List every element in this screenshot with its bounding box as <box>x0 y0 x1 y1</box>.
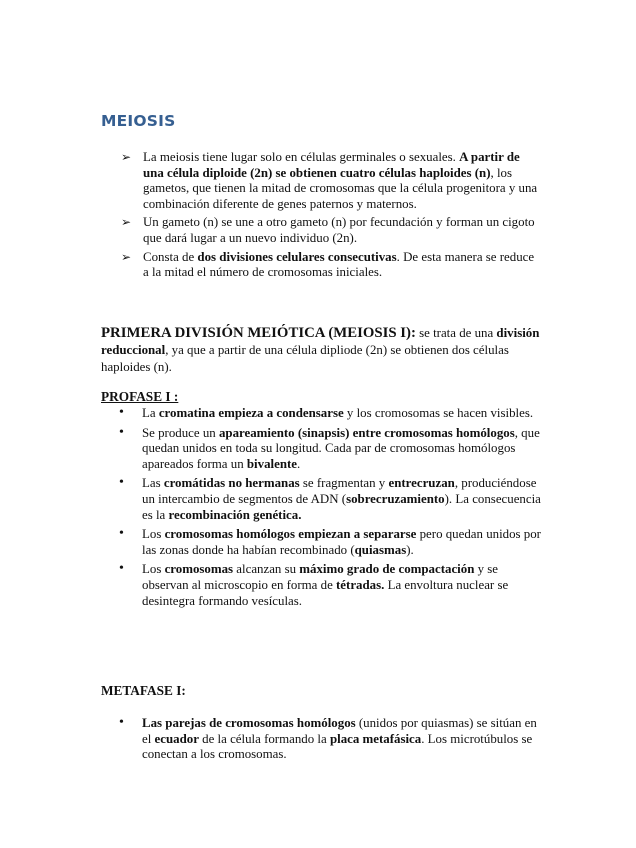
dot-bullet-icon: • <box>119 405 124 420</box>
dot-bullet-icon: • <box>119 424 124 440</box>
list-item: • Las parejas de cromosomas homólogos (unidos por quiasmas) se sitúan en el ecuador de la célula formando la placa metafásica. Los microtúbulos se conectan a los cromosomas. <box>119 715 537 762</box>
list-item: • La cromatina empieza a condensarse y los cromosomas se hacen visibles. <box>119 405 534 420</box>
metafase-list <box>117 716 542 767</box>
intro-list <box>117 150 542 284</box>
list-item: • Los cromosomas alcanzan su máximo grado de compactación y se observan al microscopio en forma de tétradas. La envoltura nuclear se desintegra formando vesículas. <box>119 561 509 608</box>
dot-bullet-icon: • <box>119 715 124 730</box>
list-item: • Las cromátidas no hermanas se fragmentan y entrecruzan, produciéndose un intercambio de segmentos de ADN (sobrecruzamiento). La consecuencia es la recombinación genética. <box>119 475 541 522</box>
section-heading: PRIMERA DIVISIÓN MEIÓTICA (MEIOSIS I): <box>101 325 416 341</box>
dot-bullet-icon: • <box>119 561 124 577</box>
list-item: • Los cromosomas homólogos empiezan a separarse pero quedan unidos por las zonas donde ha habían recombinado (quiasmas). <box>119 526 541 557</box>
list-item: • Se produce un apareamiento (sinapsis) entre cromosomas homólogos, que quedan unidos en toda su longitud. Cada par de cromosomas homólogos apareados forma un bivalente. <box>119 424 540 471</box>
dot-bullet-icon: • <box>119 475 124 491</box>
profase-list <box>117 406 542 613</box>
arrow-bullet-icon: ➢ <box>121 215 132 230</box>
metafase-heading: METAFASE I: <box>101 683 186 698</box>
arrow-bullet-icon: ➢ <box>121 150 132 164</box>
list-item: ➢ Consta de dos divisiones celulares consecutivas. De esta manera se reduce a la mitad el número de cromosomas iniciales. <box>121 249 535 280</box>
page-title: MEIOSIS <box>101 112 176 130</box>
primera-division-paragraph: PRIMERA DIVISIÓN MEIÓTICA (MEIOSIS I): se trata de una división reduccional, ya que a partir de una célula dipliode (2n) se obtienen dos células haploides (n). <box>101 325 540 374</box>
list-item: ➢ Un gameto (n) se une a otro gameto (n) por fecundación y forman un cigoto que dará lugar a un nuevo individuo (2n). <box>121 215 535 245</box>
list-item: ➢ La meiosis tiene lugar solo en células germinales o sexuales. A partir de una célula diploide (2n) se obtienen cuatro células haploides (n), los gametos, que tienen la mitad de cromosomas que la célula progenitora y una combinación diferente de genes paternos y maternos. <box>121 150 538 211</box>
arrow-bullet-icon: ➢ <box>121 249 132 264</box>
profase-heading: PROFASE I : <box>101 389 179 404</box>
dot-bullet-icon: • <box>119 526 124 542</box>
